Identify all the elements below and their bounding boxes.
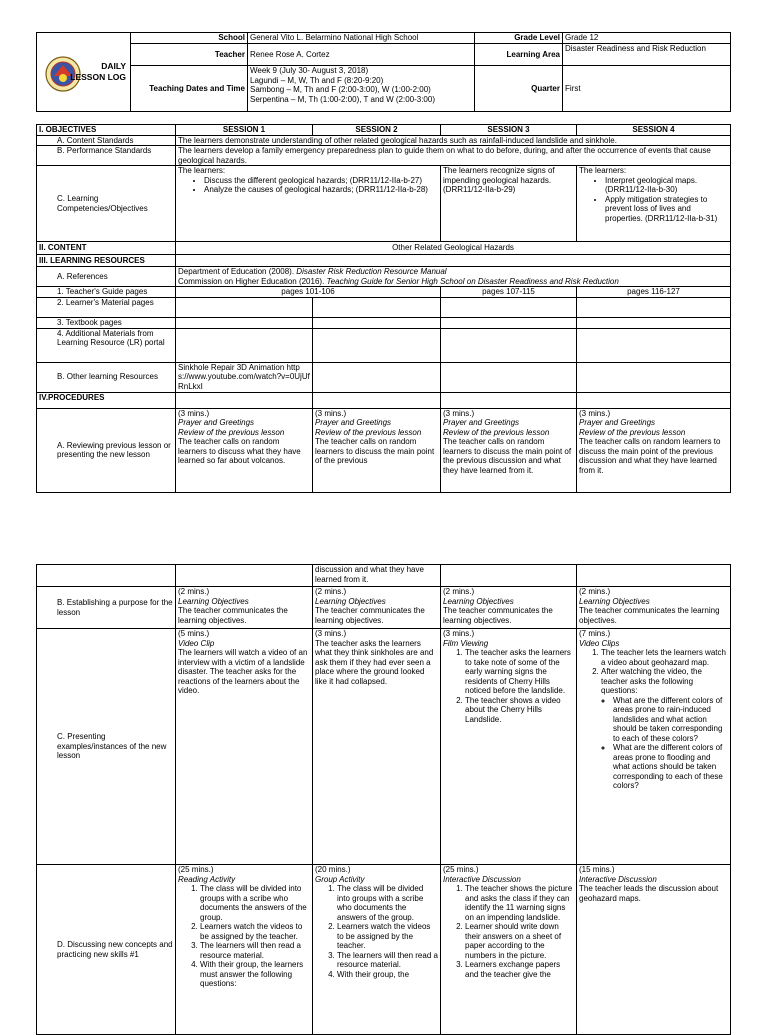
list-item: 2. Learners watch the videos to be assigned by the teacher. <box>200 922 310 941</box>
establishing-purpose-label: B. Establishing a purpose for the lesson <box>37 587 176 629</box>
reviewing-session-2-continued: discussion and what they have learned from it. <box>313 565 441 587</box>
list-item: • Apply mitigation strategies to prevent loss of lives and properties. (DRR11/12-IIa-b-31) <box>605 195 728 224</box>
presenting-session-4: (7 mins.) Video Clips 1. The teacher lets the learners watch a video about geohazard map. 2. After watching the video, the teacher asks the following questions: ◦ What are the different colors of areas prone to rain-induced landslides and what action should be taken corresponding to each of these colors? ◦ What are the different colors of areas prone to flooding and what actions should be taken corresponding to each of these colors? <box>577 629 731 865</box>
list-item: 4. With their group, the learners must answer the following questions: <box>200 960 310 989</box>
discussing-session-1: (25 mins.) Reading Activity 1. The class will be divided into groups with a scribe who documents the answers of the group. 2. Learners watch the videos to be assigned by the teacher. 3. The learners will then read a resource material. 4. With their group, the learners must answer the following questions: <box>176 865 313 1035</box>
teaching-dates-label: Teaching Dates and Time <box>131 66 248 112</box>
procedures-heading: IV.PROCEDURES <box>37 392 176 408</box>
list-item: 2. After watching the video, the teacher asks the following questions: ◦ What are the different colors of areas prone to rain-induced landslides and what action should be taken corresponding to each of these colors? ◦ What are the different colors of areas prone to flooding and what actions should be taken corresponding to each of these colors? <box>601 667 728 791</box>
lesson-table-page-1 <box>36 124 731 493</box>
learners-material-label: 2. Learner's Material pages <box>37 298 176 318</box>
list-item: 1. The teacher lets the learners watch a video about geohazard map. <box>601 648 728 667</box>
list-item: ◦ What are the different colors of areas prone to flooding and what actions should be taken corresponding to each of these colors? <box>613 743 728 791</box>
other-resources-session-1: Sinkhole Repair 3D Animation https://www.youtube.com/watch?v=0UjUfRnLkxI <box>176 362 313 392</box>
quarter-label: Quarter <box>475 66 563 112</box>
teachers-guide-session-1-2: pages 101-106 <box>176 287 441 298</box>
textbook-pages-label: 3. Textbook pages <box>37 318 176 329</box>
list-item: 1. The teacher shows the picture and asks the class if they can identify the 11 warning signs on an impending landslide. <box>465 884 574 922</box>
teachers-guide-session-4: pages 116-127 <box>577 287 731 298</box>
discussing-session-4: (15 mins.) Interactive Discussion The teacher leads the discussion about geohazard maps. <box>577 865 731 1035</box>
purpose-session-4: (2 mins.) Learning Objectives The teacher communicates the learning objectives. <box>577 587 731 629</box>
reviewing-session-2: (3 mins.) Prayer and Greetings Review of the previous lesson The teacher calls on random learners to discuss the main point of the previous <box>313 408 441 492</box>
content-heading: II. CONTENT <box>37 242 176 255</box>
session-2-header: SESSION 2 <box>313 125 441 136</box>
session-4-header: SESSION 4 <box>577 125 731 136</box>
list-item: 2. Learner should write down their answers on a sheet of paper according to the numbers in the picture. <box>465 922 574 960</box>
purpose-session-1: (2 mins.) Learning Objectives The teacher communicates the learning objectives. <box>176 587 313 629</box>
list-item: 3. Learners exchange papers and the teacher give the <box>465 960 574 979</box>
presenting-examples-label: C. Presenting examples/instances of the new lesson <box>37 629 176 865</box>
competencies-session-4: The learners: • Interpret geological maps. (DRR11/12-IIa-b-30) • Apply mitigation strategies to prevent loss of lives and properties. (DRR11/12-IIa-b-31) <box>577 166 731 242</box>
objectives-heading: I. OBJECTIVES <box>37 125 176 136</box>
learning-area-value: Disaster Readiness and Risk Reduction <box>563 44 731 66</box>
reviewing-session-1: (3 mins.) Prayer and Greetings Review of the previous lesson The teacher calls on random learners to discuss what they have learned so far about volcanos. <box>176 408 313 492</box>
grade-level-label: Grade Level <box>475 33 563 44</box>
content-value: Other Related Geological Hazards <box>176 242 731 255</box>
list-item: 2. Learners watch the videos to be assigned by the teacher. <box>337 922 438 951</box>
content-standards-label: A. Content Standards <box>37 135 176 146</box>
competencies-session-1-2: The learners: • Discuss the different geological hazards; (DRR11/12-IIa-b-27) • Analyze the causes of geological hazards; (DRR11/12-IIa-b-28) <box>176 166 441 242</box>
list-item: • Interpret geological maps. (DRR11/12-IIa-b-30) <box>605 176 728 195</box>
content-standards-value: The learners demonstrate understanding of other related geological hazards such as rainfall-induced landslide and sinkhole. <box>176 135 731 146</box>
session-1-header: SESSION 1 <box>176 125 313 136</box>
teacher-label: Teacher <box>131 44 248 66</box>
performance-standards-label: B. Performance Standards <box>37 146 176 166</box>
daily-lesson-log-title: DAILY LESSON LOG <box>37 33 131 112</box>
lesson-table-page-2 <box>36 564 731 1035</box>
other-resources-label: B. Other learning Resources <box>37 362 176 392</box>
school-label: School <box>131 33 248 44</box>
grade-level-value: Grade 12 <box>563 33 731 44</box>
list-item: ◦ What are the different colors of areas prone to rain-induced landslides and what action should be taken corresponding to each of these colors? <box>613 696 728 744</box>
list-item: 3. The learners will then read a resource material. <box>200 941 310 960</box>
list-item: 4. With their group, the <box>337 970 438 980</box>
reviewing-session-3: (3 mins.) Prayer and Greetings Review of the previous lesson The teacher calls on random learners to discuss the main point of the previous discussion and what they have learned from it. <box>441 408 577 492</box>
teaching-dates-value: Week 9 (July 30- August 3, 2018) Lagundi – M, W, Th and F (8:20-9:20) Sambong – M, Th and F (2:00-3:00), W (1:00-2:00) Serpentina – M, Th (1:00-2:00), T and W (2:00-3:00) <box>248 66 475 112</box>
references-label: A. References <box>37 267 176 287</box>
teachers-guide-label: 1. Teacher's Guide pages <box>37 287 176 298</box>
learning-competencies-label: C. Learning Competencies/Objectives <box>37 166 176 242</box>
purpose-session-2: (2 mins.) Learning Objectives The teacher communicates the learning objectives. <box>313 587 441 629</box>
discussing-session-3: (25 mins.) Interactive Discussion 1. The teacher shows the picture and asks the class if they can identify the 11 warning signs on an impending landslide. 2. Learner should write down their answers on a sheet of paper according to the numbers in the picture. 3. Learners exchange papers and the teacher give the <box>441 865 577 1035</box>
presenting-session-2: (3 mins.) The teacher asks the learners what they think sinkholes are and ask them if they had ever seen a place where the ground looked like it had collapsed. <box>313 629 441 865</box>
presenting-session-3: (3 mins.) Film Viewing 1. The teacher asks the learners to take note of some of the early warning signs the residents of Cherry Hills noticed before the landslide. 2. The teacher shows a video about the Cherry Hills Landslide. <box>441 629 577 865</box>
quarter-value: First <box>563 66 731 112</box>
references-value: Department of Education (2008). Disaster Risk Reduction Resource Manual Commission on Higher Education (2016). Teaching Guide for Senior High School on Disaster Readiness and Risk Reduction <box>176 267 731 287</box>
competencies-session-3: The learners recognize signs of impending geological hazards. (DRR11/12-IIa-b-29) <box>441 166 577 242</box>
list-item: • Analyze the causes of geological hazards; (DRR11/12-IIa-b-28) <box>204 185 438 195</box>
discussing-new-concepts-label: D. Discussing new concepts and practicing new skills #1 <box>37 865 176 1035</box>
presenting-session-1: (5 mins.) Video Clip The learners will watch a video of an interview with a victim of a landslide disaster. The teacher asks for the reactions of the learners about the video. <box>176 629 313 865</box>
discussing-session-2: (20 mins.) Group Activity 1. The class will be divided into groups with a scribe who documents the answers of the group. 2. Learners watch the videos to be assigned by the teacher. 3. The learners will then read a resource material. 4. With their group, the <box>313 865 441 1035</box>
list-item: 2. The teacher shows a video about the Cherry Hills Landslide. <box>465 696 574 725</box>
purpose-session-3: (2 mins.) Learning Objectives The teacher communicates the learning objectives. <box>441 587 577 629</box>
teachers-guide-session-3: pages 107-115 <box>441 287 577 298</box>
list-item: 1. The class will be divided into groups with a scribe who documents the answers of the group. <box>200 884 310 922</box>
list-item: 3. The learners will then read a resource material. <box>337 951 438 970</box>
list-item: 1. The teacher asks the learners to take note of some of the early warning signs the residents of Cherry Hills noticed before the landslide. <box>465 648 574 696</box>
session-3-header: SESSION 3 <box>441 125 577 136</box>
list-item: • Discuss the different geological hazards; (DRR11/12-IIa-b-27) <box>204 176 438 186</box>
header-table <box>36 32 731 112</box>
teacher-value: Renee Rose A. Cortez <box>248 44 475 66</box>
learning-area-label: Learning Area <box>475 44 563 66</box>
performance-standards-value: The learners develop a family emergency preparedness plan to guide them on what to do before, during, and after the occurrence of events that cause geological hazards. <box>176 146 731 166</box>
learning-resources-heading: III. LEARNING RESOURCES <box>37 255 176 267</box>
school-value: General Vito L. Belarmino National High School <box>248 33 475 44</box>
reviewing-previous-lesson-label: A. Reviewing previous lesson or presenting the new lesson <box>37 408 176 492</box>
reviewing-session-4: (3 mins.) Prayer and Greetings Review of the previous lesson The teacher calls on random learners to discuss the main point of the previous discussion and what they have learned from it. <box>577 408 731 492</box>
additional-materials-label: 4. Additional Materials from Learning Resource (LR) portal <box>37 328 176 362</box>
list-item: 1. The class will be divided into groups with a scribe who documents the answers of the group. <box>337 884 438 922</box>
